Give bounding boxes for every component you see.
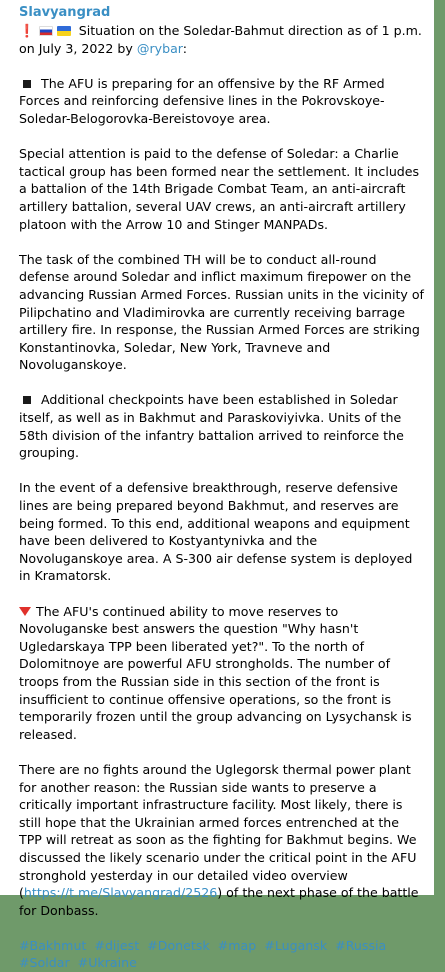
header-text: Situation on the Soledar-Bahmut direction as of 1 p.m. on July 3, 2022 by	[19, 23, 422, 56]
paragraph-text: The AFU's continued ability to move reserves to Novoluganske best answers the question "Why hasn't Ugledarskaya TPP been liberated yet?". To the north of Dolomitnoye are powerful AFU strongholds. The number of troops from the Russian side in this section of the front is insufficient to continue offensive operations, so the front is temporarily frozen until the group advancing on Lysychansk is released.	[19, 603, 412, 742]
russia-flag-icon	[39, 26, 53, 36]
hashtag-link[interactable]: #Soldar	[19, 955, 70, 971]
paragraph	[19, 603, 424, 744]
paragraph	[19, 251, 424, 374]
paragraph-text: The task of the combined TH will be to conduct all-round defense around Soledar and inflict maximum firepower on the advancing Russian Armed Forces. Russian units in the vicinity of Pilipchatino and Vladimirovka are currently receiving barrage artillery fire. In response, the Russian Armed Forces are striking Konstantinovka, Soledar, New York, Travneve and Novoluganskoye.	[19, 251, 424, 373]
paragraph	[19, 761, 424, 919]
paragraph	[19, 145, 424, 233]
paragraph	[19, 75, 424, 128]
message-header	[19, 22, 424, 57]
paragraph-text: Special attention is paid to the defense of Soledar: a Charlie tactical group has been formed near the settlement. It includes a battalion of the 14th Brigade Combat Team, an anti-aircraft artillery battalion, several UAV crews, an anti-aircraft artillery platoon with the Arrow 10 and Stinger MANPADs.	[19, 146, 420, 232]
black-square-icon	[23, 396, 31, 404]
hashtag-link[interactable]: #Donetsk	[147, 937, 210, 953]
red-triangle-down-icon	[19, 607, 31, 616]
paragraph-text: There are no fights around the Uglegorsk thermal power plant for another reason: the Russian side wants to preserve a critically important infrastructure facility. Most likely, there is still hope that the Ukrainian armed forces entrenched at the TPP will retreat as soon as the fighting for Bakhmut begins. We discussed the likely scenario under the critical point in the AFU stronghold yesterday in our detailed video overview (	[19, 761, 417, 901]
black-square-icon	[23, 80, 31, 88]
message-text	[19, 22, 424, 972]
exclamation-icon: ❗	[19, 23, 35, 38]
hashtag-link[interactable]: #map	[217, 937, 257, 953]
paragraph-text-end: ) of the next phase of the battle for Donbass.	[19, 885, 419, 918]
paragraph-text: The AFU is preparing for an offensive by the RF Armed Forces and reinforcing defensive lines in the Pokrovskoye-Soledar-Belogorovka-Bereistovoye area.	[19, 75, 385, 126]
video-overview-link[interactable]: https://t.me/Slavyangrad/2526	[23, 885, 218, 901]
author-mention-link[interactable]: @rybar	[136, 40, 183, 56]
hashtag-link[interactable]: #Russia	[335, 937, 387, 953]
hashtag-link[interactable]: #dijest	[94, 937, 140, 953]
hashtag-link[interactable]: #Bakhmut	[19, 937, 87, 953]
hashtag-link[interactable]: #Lugansk	[264, 937, 328, 953]
paragraph	[19, 479, 424, 585]
channel-name[interactable]: Slavyangrad	[19, 5, 111, 20]
hashtag-link[interactable]: #Ukraine	[77, 955, 137, 971]
paragraph-text: In the event of a defensive breakthrough, reserve defensive lines are being prepared beyond Bakhmut, and reserves are being formed. To this end, additional weapons and equipment have been delivered to Kostyantynivka and the Novoluganskoye area. A S-300 air defense system is deployed in Kramatorsk.	[19, 480, 413, 584]
ukraine-flag-icon	[57, 26, 71, 36]
hashtag-list	[19, 937, 424, 972]
paragraph-text: Additional checkpoints have been established in Soledar itself, as well as in Bakhmut and Paraskoviyivka. Units of the 58th division of the infantry battalion arrived to reinforce the grouping.	[19, 392, 404, 461]
header-text-end: :	[182, 40, 188, 56]
paragraph	[19, 391, 424, 461]
